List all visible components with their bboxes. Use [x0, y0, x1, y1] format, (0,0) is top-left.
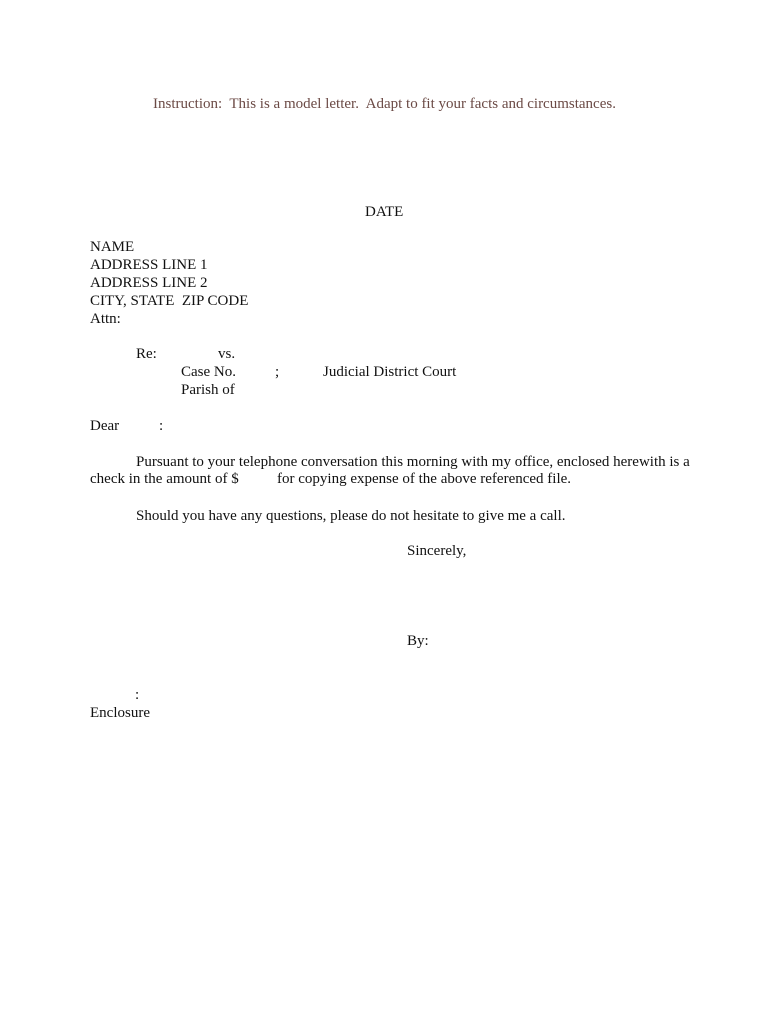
salutation-colon: :: [159, 418, 164, 434]
body-paragraph-1-line-1: Pursuant to your telephone conversation this morning with my office, enclosed herewith is a: [136, 454, 690, 470]
recipient-address-line-2: ADDRESS LINE 2: [90, 275, 208, 291]
versus-text: vs.: [218, 346, 236, 362]
re-label: Re:: [136, 346, 157, 362]
instruction-note: Instruction: This is a model letter. Adapt to fit your facts and circumstances.: [153, 96, 616, 112]
letter-date: DATE: [365, 204, 404, 220]
recipient-attn: Attn:: [90, 311, 121, 327]
salutation-dear: Dear: [90, 418, 120, 434]
initials-colon: :: [135, 687, 140, 703]
body-paragraph-2: Should you have any questions, please do not hesitate to give me a call.: [136, 508, 566, 524]
court-name: Judicial District Court: [323, 364, 457, 380]
case-number-label: Case No.: [181, 364, 236, 380]
closing-sincerely: Sincerely,: [407, 543, 467, 559]
parish-label: Parish of: [181, 382, 235, 398]
body-paragraph-1-line-2b: for copying expense of the above referenced file.: [277, 471, 572, 487]
enclosure-note: Enclosure: [90, 705, 150, 721]
signature-by-label: By:: [407, 633, 429, 649]
body-paragraph-1-line-2a: check in the amount of $: [90, 471, 239, 487]
recipient-name: NAME: [90, 239, 135, 255]
recipient-address-line-1: ADDRESS LINE 1: [90, 257, 208, 273]
recipient-city-state-zip: CITY, STATE ZIP CODE: [90, 293, 249, 309]
case-separator: ;: [275, 364, 280, 380]
